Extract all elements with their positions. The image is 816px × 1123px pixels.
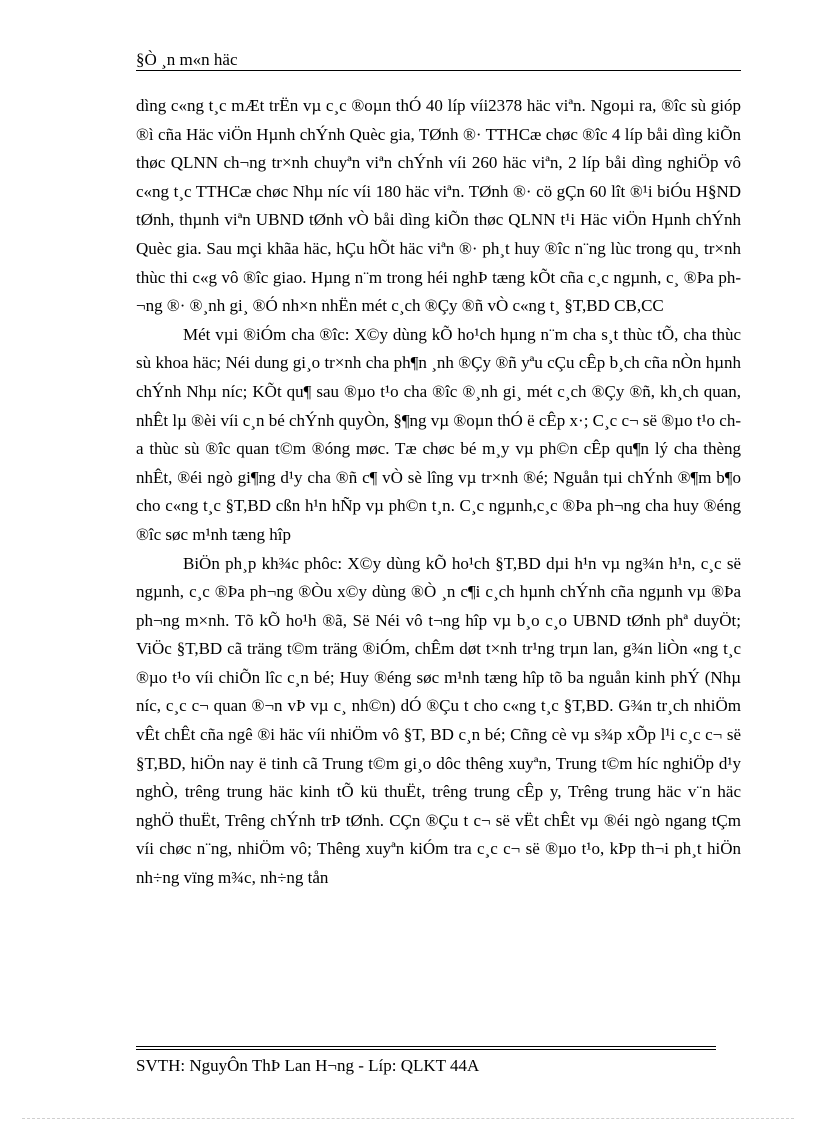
paragraph-1: dìng c«ng t¸c mÆt trËn vµ c¸c ®oµn thÓ 40 líp víi2378 häc viªn. Ngoµi ra, ®îc sù gióp ®ì cña Häc viÖn Hµnh chÝnh Quèc gia, TØnh ®· TTHCæ chøc ®îc 4 líp båi dìng kiÕn thøc QLNN ch¬ng tr×nh chuyªn viªn chÝnh víi 260 häc viªn, 2 líp båi dìng nghiÖp vô c«ng t¸c TTHCæ chøc Nhµ níc víi 180 häc viªn. TØnh ®· cö gÇn 60 lît ®¹i biÓu H§ND tØnh, thµnh viªn UBND tØnh vÒ båi dìng kiÕn thøc QLNN t¹i Häc viÖn Hµnh chÝnh Quèc gia. Sau mçi khãa häc, hÇu hÕt häc viªn ®· ph¸t huy ®îc n¨ng lùc trong qu¸ tr×nh thùc thi c«g vô ®îc giao. Hµng n¨m trong héi nghÞ tæng kÕt cña c¸c ngµnh, c¸ ®Þa ph¬ng ®· ®¸nh gi¸ ®Ó nh×n nhËn mét c¸ch ®Çy ®ñ vÒ c«ng t¸ §T,BD CB,CC: [136, 96, 741, 316]
page-bottom-edge: [22, 1118, 794, 1119]
header-title: §Ò ¸n m«n häc: [136, 50, 238, 69]
footer-divider-top: [136, 1046, 716, 1047]
document-body: [136, 92, 741, 893]
paragraph-3: BiÖn ph¸p kh¾c phôc: X©y dùng kÕ ho¹ch §T,BD dµi h¹n vµ ng¾n h¹n, c¸c së ngµnh, c¸c ®Þa ph¬ng ®Òu x©y dùng ®Ò ¸n c¶i c¸ch hµnh chÝnh cña ngµnh vµ ®Þa ph¬ng m×nh. Tõ kÕ ho¹h ®ã, Së Néi vô t¬ng hîp vµ b¸o c¸o UBND tØnh phª duyÖt; ViÖc §T,BD cã träng t©m träng ®iÓm, chÊm døt t×nh tr¹ng trµn lan, g¾n liÒn «ng t¸c ®µo t¹o víi chiÕn lîc c¸n bé; Huy ®éng søc m¹nh tæng hîp tõ ba nguån kinh phÝ (Nhµ níc, c¸c c¬ quan ®¬n vÞ vµ c¸ nh©n) dÓ ®Çu t cho c«ng t¸c §T,BD. G¾n tr¸ch nhiÖm vÊt chÊt cña ngê ®i häc víi nhiÖm vô §T, BD c¸n bé; Cñng cè vµ s¾p xÕp l¹i c¸c c¬ së §T,BD, hiÖn nay ë tinh cã Trung t©m gi¸o dôc thêng xuyªn, Trung t©m híc nghiÖp d¹y nghÒ, trêng trung häc kinh tÕ kü thuËt, trêng trung cÊp y, Trêng trung häc v¨n häc nghÖ thuËt, Trêng chÝnh trÞ tØnh. CÇn ®Çu t c¬ së vËt chÊt vµ ®éi ngò ngang tÇm víi chøc n¨ng, nhiÖm vô; Thêng xuyªn kiÓm tra c¸c c¬ së ®µo t¹o, kÞp th¬i ph¸t hiÖn nh÷ng vïng m¾c, nh÷ng tån: [136, 553, 741, 888]
header-divider: [136, 70, 741, 71]
page-header: [136, 50, 741, 70]
footer-divider-bottom: [136, 1049, 716, 1050]
paragraph-2: Mét vµi ®iÓm cha ®îc: X©y dùng kÕ ho¹ch hµng n¨m cha s¸t thùc tÕ, cha thùc sù khoa häc; Néi dung gi¸o tr×nh cha ph¶n ¸nh ®Çy ®ñ yªu cÇu cÊp b¸ch cña nÒn hµnh chÝnh Nhµ níc; KÕt qu¶ sau ®µo t¹o cha ®îc ®¸nh gi¸ mét c¸ch ®Çy ®ñ, kh¸ch quan, nhÊt lµ ®èi víi c¸n bé chÝnh quyÒn, §¶ng vµ ®oµn thÓ ë cÊp x·; C¸c c¬ së ®µo t¹o cha thùc sù ®îc quan t©m ®óng møc. Tæ chøc bé m¸y vµ ph©n cÊp qu¶n lý cha thèng nhÊt, ®éi ngò gi¶ng d¹y cha ®ñ c¶ vÒ sè lîng vµ tr×nh ®é; Nguån tµi chÝnh ®¶m b¶o cho c«ng t¸c §T,BD cßn h¹n hÑp vµ ph©n t¸n. C¸c ngµnh,c¸c ®Þa ph¬ng cha huy ®éng ®îc søc m¹nh tæng hîp: [136, 324, 742, 544]
footer-author: SVTH: NguyÔn ThÞ Lan H¬ng - Líp: QLKT 44A: [136, 1056, 480, 1075]
